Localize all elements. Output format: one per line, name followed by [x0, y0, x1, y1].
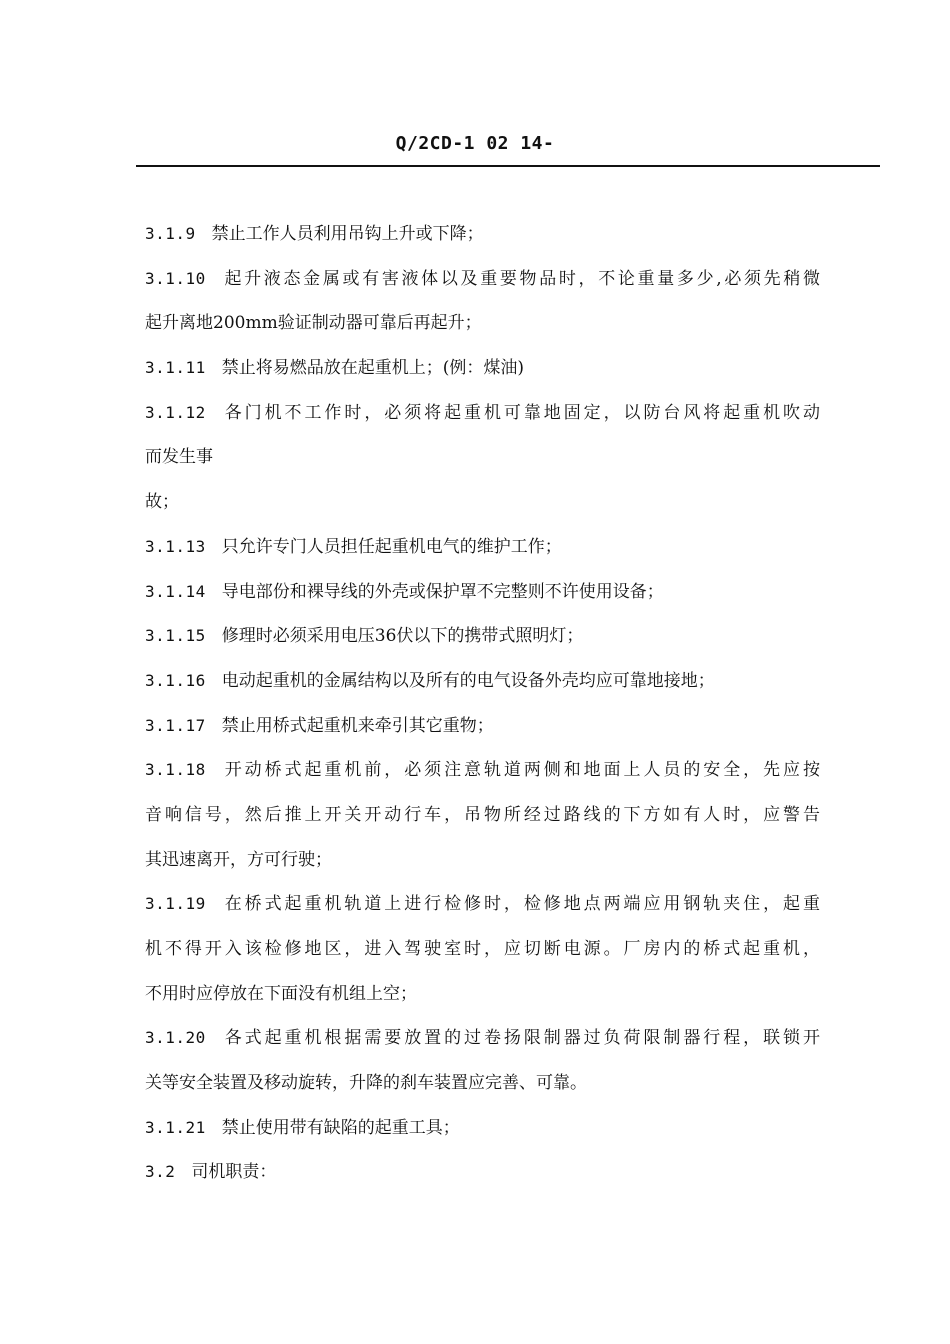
clause-text: 故；	[145, 492, 179, 513]
paragraph-line	[145, 927, 820, 972]
document-code: Q/2CD-1 02 14-	[395, 133, 555, 154]
clause-text: 电动起重机的金属结构以及所有的电气设备外壳均应可靠地接地；	[221, 670, 715, 691]
paragraph-line	[145, 391, 820, 436]
paragraph-line	[145, 480, 820, 525]
clause-number: 3.1.10	[145, 268, 206, 288]
paragraph-line	[145, 972, 820, 1017]
paragraph-line	[145, 659, 820, 704]
clause-number: 3.1.15	[145, 626, 206, 646]
paragraph-line	[145, 212, 820, 257]
clause-number: 3.1.20	[145, 1028, 206, 1048]
clause-number: 3.1.18	[145, 760, 206, 780]
paragraph-line	[145, 1106, 820, 1151]
clause-number: 3.1.14	[145, 581, 206, 601]
clause-number: 3.1.19	[145, 894, 206, 914]
clause-text: 而发生事	[145, 447, 213, 468]
clause-text: 导电部份和裸导线的外壳或保护罩不完整则不许使用设备；	[221, 581, 664, 602]
section-heading	[145, 1150, 820, 1195]
paragraph-line	[145, 838, 820, 883]
paragraph-line	[145, 748, 820, 793]
paragraph-line	[145, 257, 820, 302]
paragraph-line	[145, 570, 820, 615]
paragraph-line	[145, 1061, 820, 1106]
clause-number: 3.1.13	[145, 536, 206, 556]
paragraph-line	[145, 793, 820, 838]
clause-text: 禁止工作人员利用吊钩上升或下降；	[211, 224, 484, 244]
paragraph-line	[145, 704, 820, 749]
clause-text: 关等安全装置及移动旋转，升降的刹车装置应完善、可靠。	[145, 1073, 587, 1094]
clause-number: 3.1.16	[145, 670, 206, 690]
paragraph-line	[145, 346, 820, 391]
clause-text: 只允许专门人员担任起重机电气的维护工作；	[221, 536, 562, 557]
clause-text: 不用时应停放在下面没有机组上空；	[145, 983, 417, 1004]
clause-text: 禁止使用带有缺陷的起重工具；	[221, 1117, 460, 1138]
clause-number: 3.1.12	[145, 402, 206, 422]
clause-text: 起升离地200mm验证制动器可靠后再起升；	[145, 313, 482, 334]
clause-text: 各门机不工作时，必须将起重机可靠地固定，以防台风将起重机吹动	[221, 402, 820, 423]
clause-number: 3.1.17	[145, 715, 206, 735]
clause-number: 3.2	[145, 1162, 176, 1182]
paragraph-line	[145, 1016, 820, 1061]
paragraph-line	[145, 435, 820, 480]
paragraph-line	[145, 525, 820, 570]
clause-text: 开动桥式起重机前，必须注意轨道两侧和地面上人员的安全，先应按	[221, 760, 820, 781]
clause-number: 3.1.11	[145, 358, 206, 378]
paragraph-line	[145, 301, 820, 346]
clause-text: 其迅速离开，方可行驶；	[145, 849, 332, 870]
paragraph-line	[145, 882, 820, 927]
clause-number: 3.1.9	[145, 224, 196, 243]
clause-text: 禁止将易燃品放在起重机上；(例：煤油)	[221, 358, 525, 379]
clause-number: 3.1.21	[145, 1117, 206, 1137]
clause-text: 司机职责：	[191, 1162, 277, 1183]
clause-text: 机不得开入该检修地区，进入驾驶室时，应切断电源。厂房内的桥式起重机，	[145, 939, 820, 959]
clause-text: 在桥式起重机轨道上进行检修时，检修地点两端应用钢轨夹住，起重	[221, 894, 820, 915]
paragraph-line	[145, 614, 820, 659]
header-divider	[136, 165, 880, 167]
clause-text: 修理时必须采用电压36伏以下的携带式照明灯；	[221, 626, 584, 647]
clause-text: 各式起重机根据需要放置的过卷扬限制器过负荷限制器行程，联锁开	[221, 1028, 820, 1049]
document-body	[145, 212, 820, 1195]
clause-text: 禁止用桥式起重机来牵引其它重物；	[221, 715, 494, 736]
clause-text: 音响信号，然后推上开关开动行车，吊物所经过路线的下方如有人时，应警告	[145, 804, 820, 825]
clause-text: 起升液态金属或有害液体以及重要物品时，不论重量多少,必须先稍微	[221, 268, 820, 289]
